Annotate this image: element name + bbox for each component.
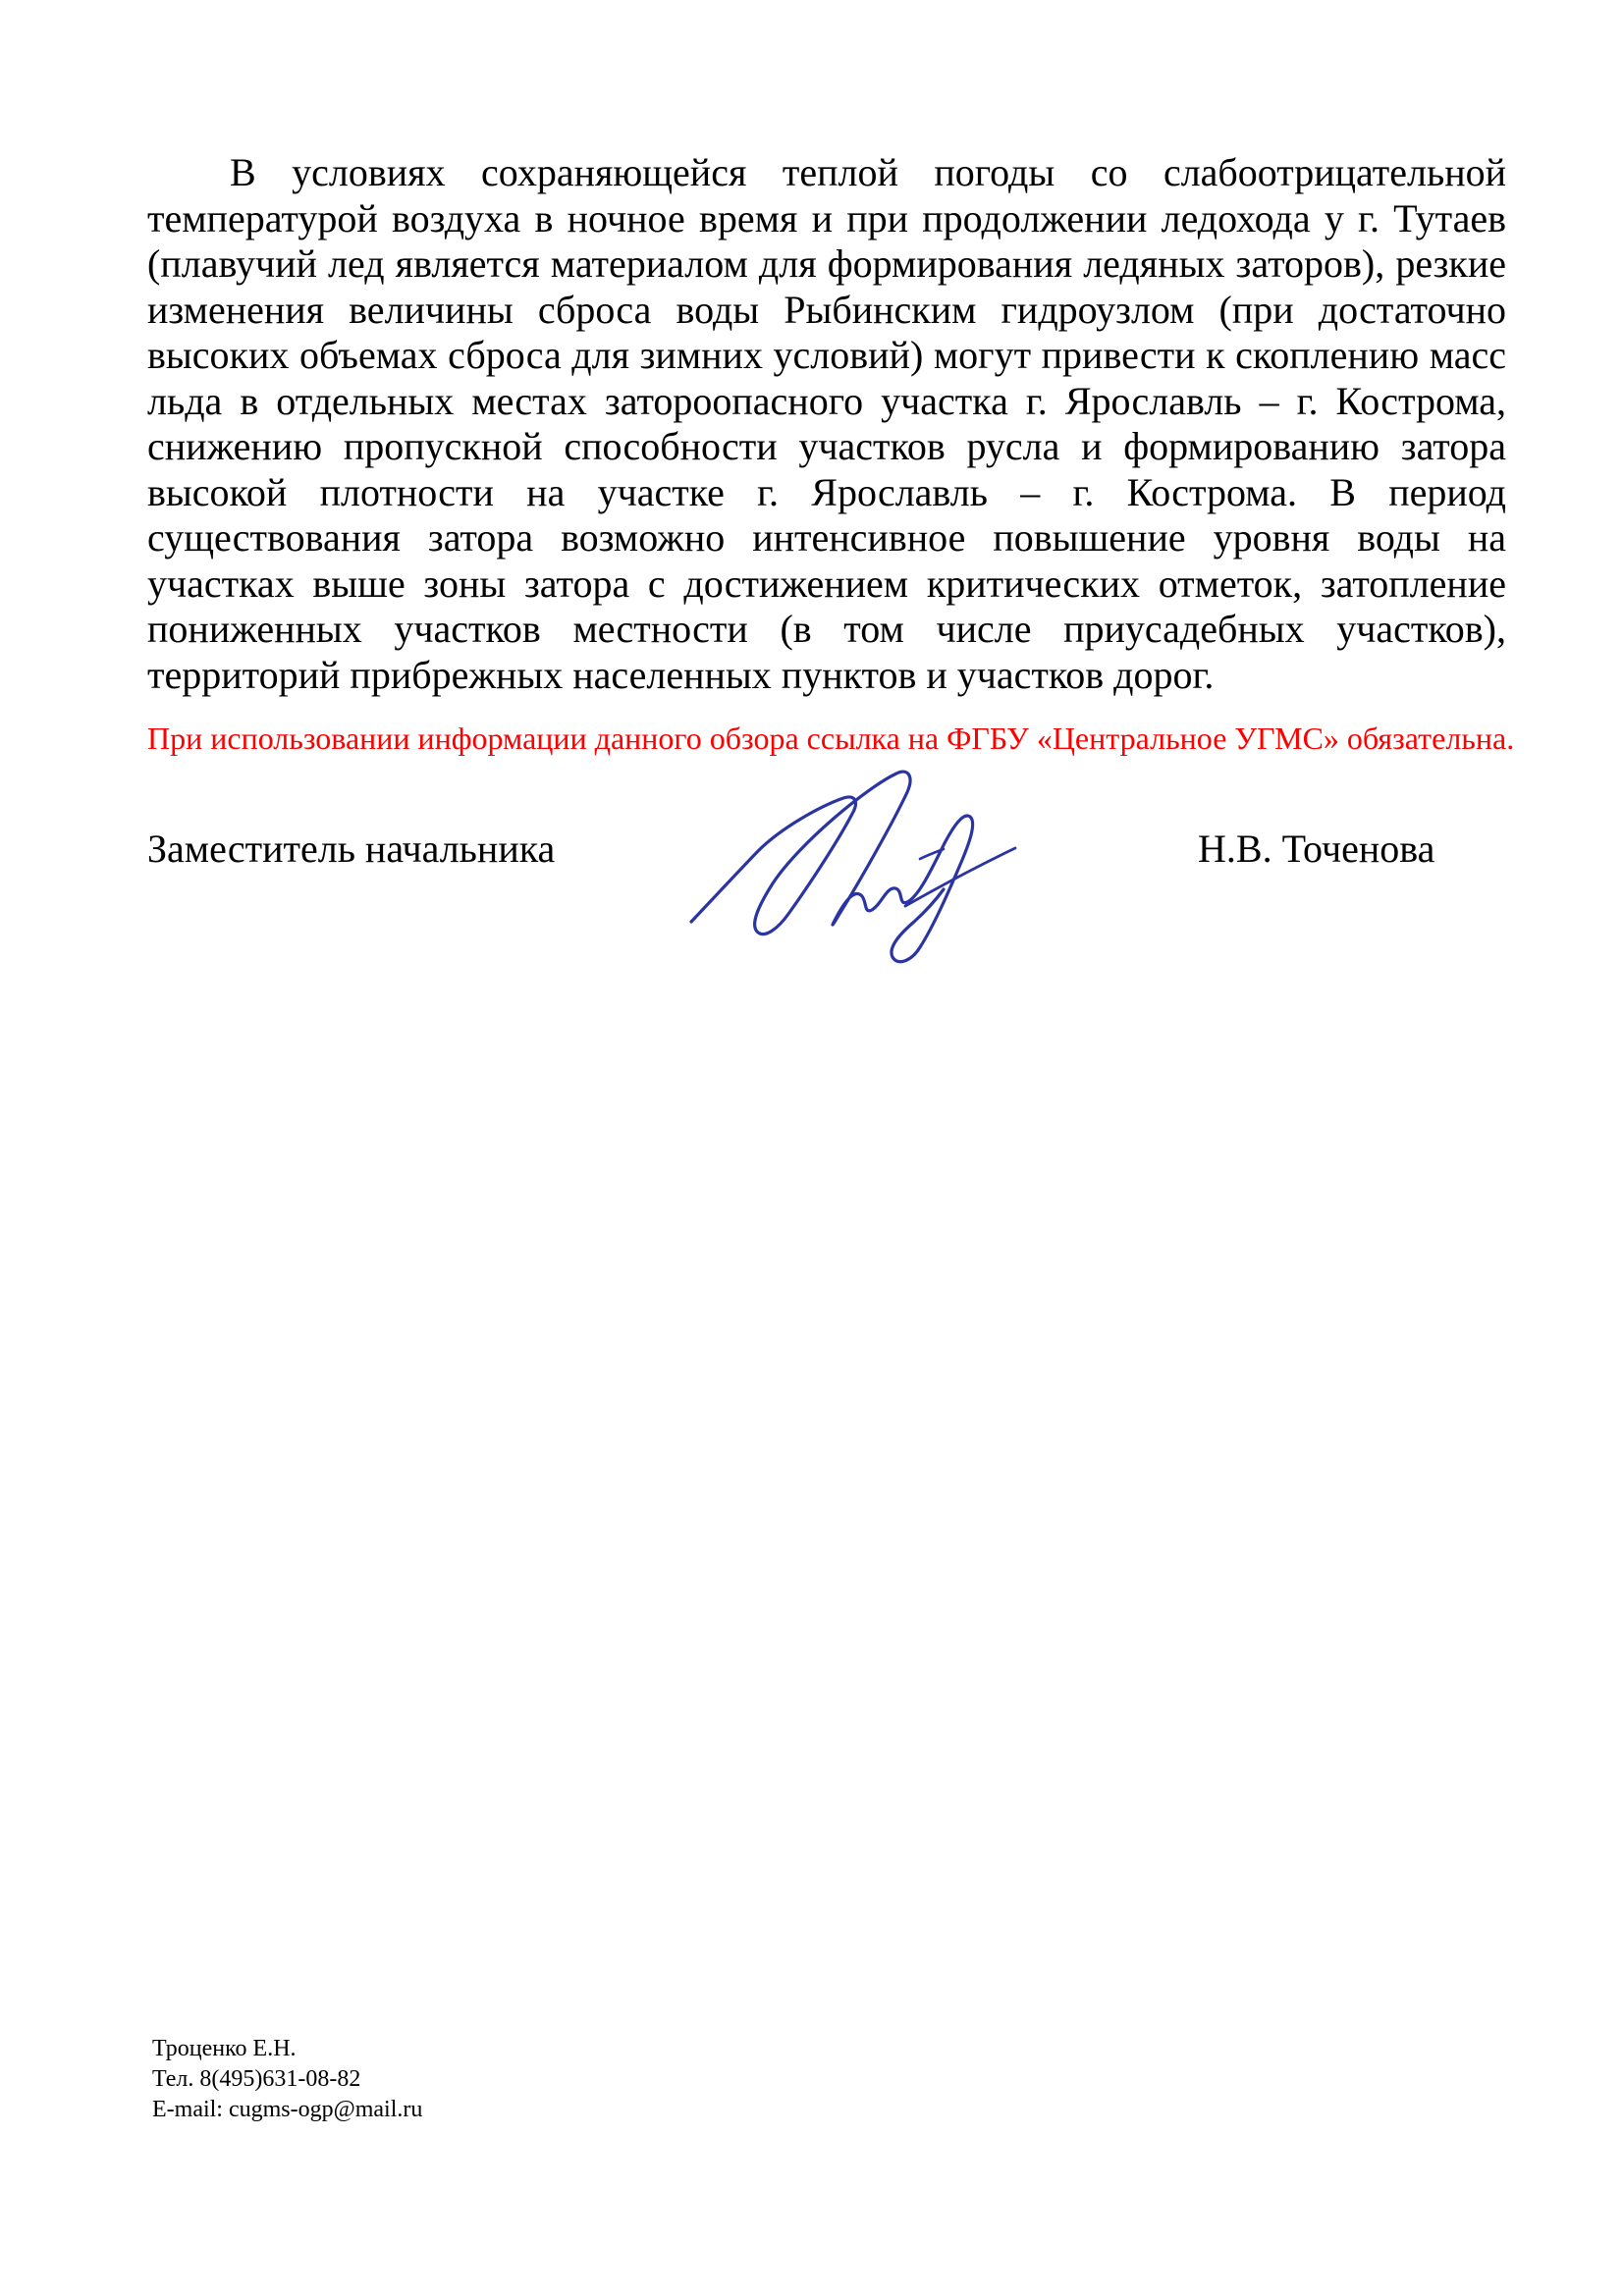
signer-name: Н.В. Точенова xyxy=(1198,827,1435,871)
contact-phone: Тел. 8(495)631-08-82 xyxy=(152,2066,361,2092)
handwritten-signature xyxy=(609,756,1021,991)
signature-main-stroke xyxy=(691,772,973,962)
footer-contact-block xyxy=(152,2034,422,2125)
signer-position-title: Заместитель начальника xyxy=(147,827,556,871)
body-paragraph: В условиях сохраняющейся теплой погоды со слабоотрицательной температурой воздуха в ночное время и при продолжении ледохода у г. Тутаев (плавучий лед является материалом для формирования ледяных заторов), резкие изменения величины сброса воды Рыбинским гидроузлом (при достаточно высоких объемах сброса для зимних условий) могут привести к скоплению масс льда в отдельных местах затороопасного участка г. Ярославль – г. Кострома, снижению пропускной способности участков русла и формированию затора высокой плотности на участке г. Ярославль – г. Кострома. В период существования затора возможно интенсивное повышение уровня воды на участках выше зоны затора с достижением критических отметок, затопление пониженных участков местности (в том числе приусадебных участков), территорий прибрежных населенных пунктов и участков дорог. xyxy=(147,150,1506,697)
contact-person-name: Троценко Е.Н. xyxy=(152,2036,297,2061)
contact-email: E-mail: cugms-ogp@mail.ru xyxy=(152,2097,423,2122)
usage-notice-text: При использовании информации данного обзора ссылка на ФГБУ «Центральное УГМС» обязательна. xyxy=(147,721,1515,756)
